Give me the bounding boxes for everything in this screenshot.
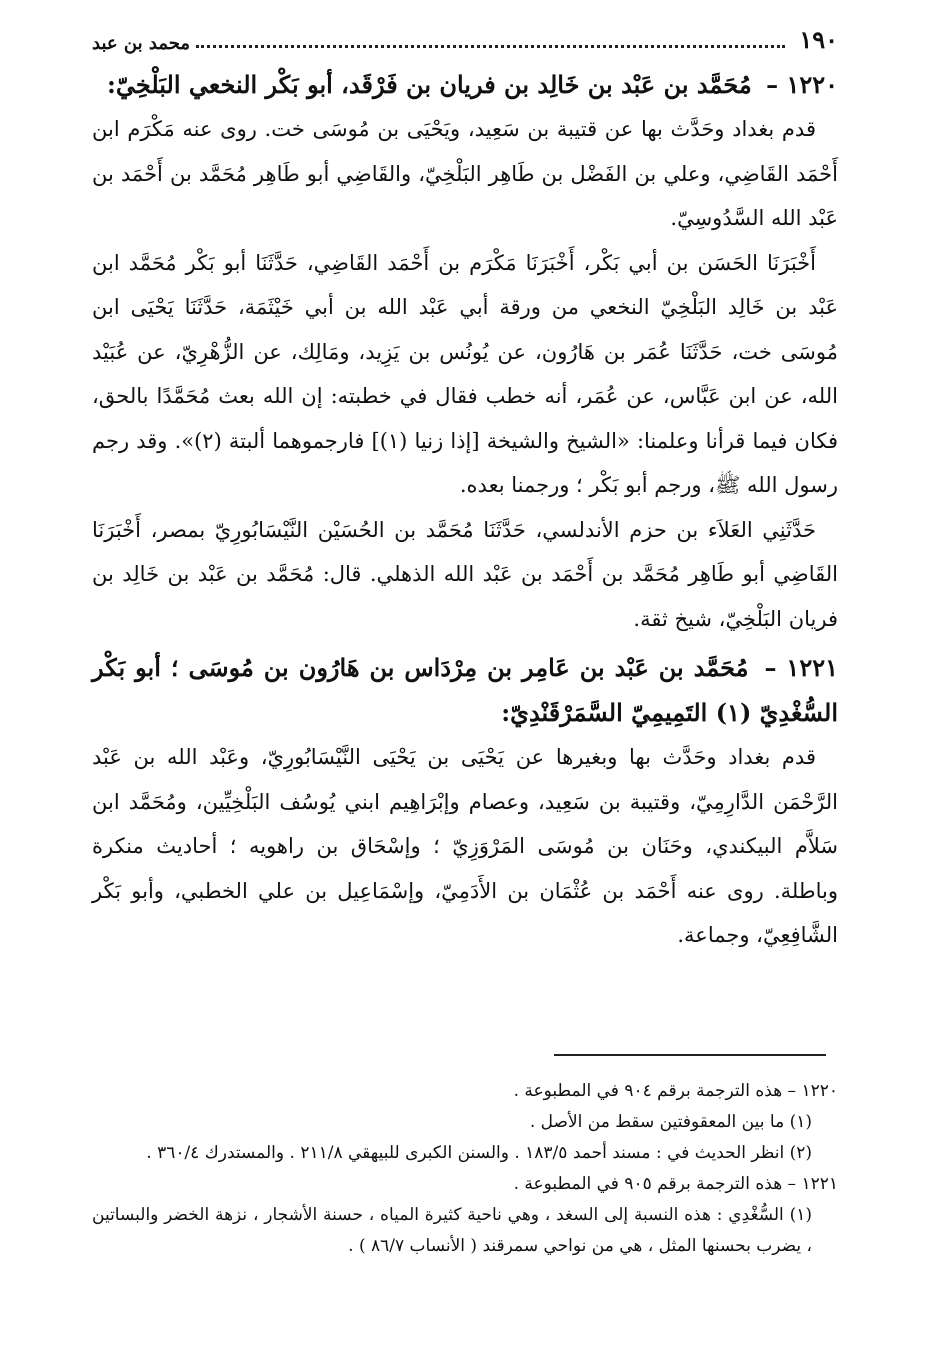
entry-number: ١٢٢١ – bbox=[764, 653, 838, 682]
paragraph: قدم بغداد وحَدَّث بها عن قتيبة بن سَعِيد، ويَحْيَى بن مُوسَى خت. روى عنه مَكْرَم ابن أَحْمَد القَاضِي، وعلي بن الفَضْل بن طَاهِر البَلْخِيّ، والقَاضِي أبو طَاهِر مُحَمَّد بن أَحْمَد بن عَبْد الله السَّدُوسِيّ. bbox=[92, 117, 838, 230]
paragraph: قدم بغداد وحَدَّث بها وبغيرها عن يَحْيَى بن يَحْيَى النَّيْسَابُورِيّ، وعَبْد الله بن عَبْد الرَّحْمَن الدَّارِمِيّ، وقتيبة بن سَعِيد، وعصام وإبْرَاهِيم ابني يُوسُف البَلْخِيِّين، ومُحَمَّد ابن سَلاَّم البيكندي، وحَنَان بن مُوسَى المَرْوَزِيّ ؛ وإسْحَاق بن راهويه ؛ أحاديث منكرة وباطلة. روى عنه أَحْمَد بن عُثْمَان بن الأَدَمِيّ، وإسْمَاعِيل بن علي الخطبي، وأبو بَكْر الشَّافِعِيّ، وجماعة. bbox=[92, 745, 838, 947]
entry-heading bbox=[92, 645, 838, 735]
page-number: ١٩٠ bbox=[799, 25, 838, 54]
paragraph: حَدَّثَنِي العَلاَء بن حزم الأندلسي، حَدَّثَنَا مُحَمَّد بن الحُسَيْن النَّيْسَابُورِيّ بمصر، أَخْبَرَنَا القَاضِي أبو طَاهِر مُحَمَّد بن أَحْمَد بن عَبْد الله الذهلي. قال: مُحَمَّد بن عَبْد بن خَالِد بن فريان البَلْخِيّ، شيخ ثقة. bbox=[92, 517, 838, 631]
header-dot-leader bbox=[196, 45, 785, 48]
entry-heading bbox=[92, 62, 838, 107]
footnote: (٢) انظر الحديث في : مسند أحمد ١٨٣/٥ . والسنن الكبرى للبيهقي ٢١١/٨ . والمستدرك ٣٦٠/٤ . bbox=[146, 1143, 812, 1163]
footnotes bbox=[92, 1076, 838, 1262]
main-text bbox=[92, 62, 838, 958]
footnote-divider bbox=[554, 1054, 826, 1056]
footnote-entry: ١٢٢٠ – هذه الترجمة برقم ٩٠٤ في المطبوعة . bbox=[513, 1081, 838, 1101]
paragraph: أَخْبَرَنَا الحَسَن بن أبي بَكْر، أَخْبَرَنَا مَكْرَم بن أَحْمَد القَاضِي، حَدَّثَنَا أبو بَكْر مُحَمَّد ابن عَبْد بن خَالِد البَلْخِيّ النخعي من ورقة أبي عَبْد الله بن أبي خَيْثَمَة، حَدَّثَنَا يَحْيَى ابن مُوسَى خت، حَدَّثَنَا عُمَر بن هَارُون، عن يُونُس بن يَزِيد، ومَالِك، عن الزُّهْرِيّ، عن عُبَيْد الله، عن ابن عَبَّاس، عن عُمَر، أنه خطب فقال في خطبته: إن الله بعث مُحَمَّدًا بالحق، فكان فيما قرأنا وعلمنا: «الشيخ والشيخة [إذا زنيا (١)] فارجموهما ألبتة (٢)». وقد رجم رسول الله ﷺ، ورجم أبو بَكْر ؛ ورجمنا بعده. bbox=[92, 250, 838, 497]
footnote: (١) السُّغْدِي : هذه النسبة إلى السغد ، وهي ناحية كثيرة المياه ، حسنة الأشجار ، نزهة الخضر والبساتين ، يضرب بحسنها المثل ، هي من نواحي سمرقند ( الأنساب ٨٦/٧ ) . bbox=[92, 1205, 812, 1256]
entry-number: ١٢٢٠ – bbox=[766, 70, 838, 99]
running-header bbox=[92, 26, 838, 54]
running-title: محمد بن عبد bbox=[92, 33, 190, 54]
footnote: (١) ما بين المعقوفتين سقط من الأصل . bbox=[529, 1112, 812, 1132]
entry-title: مُحَمَّد بن عَبْد بن عَامِر بن مِرْدَاس بن هَارُون بن مُوسَى ؛ أبو بَكْر السُّغْدِيّ (١) التَمِيمِيّ السَّمَرْقَنْدِيّ: bbox=[92, 653, 838, 727]
entry-title: مُحَمَّد بن عَبْد بن خَالِد بن فريان بن فَرْقَد، أبو بَكْر النخعي البَلْخِيّ: bbox=[107, 70, 752, 99]
footnote-entry: ١٢٢١ – هذه الترجمة برقم ٩٠٥ في المطبوعة . bbox=[513, 1174, 838, 1194]
